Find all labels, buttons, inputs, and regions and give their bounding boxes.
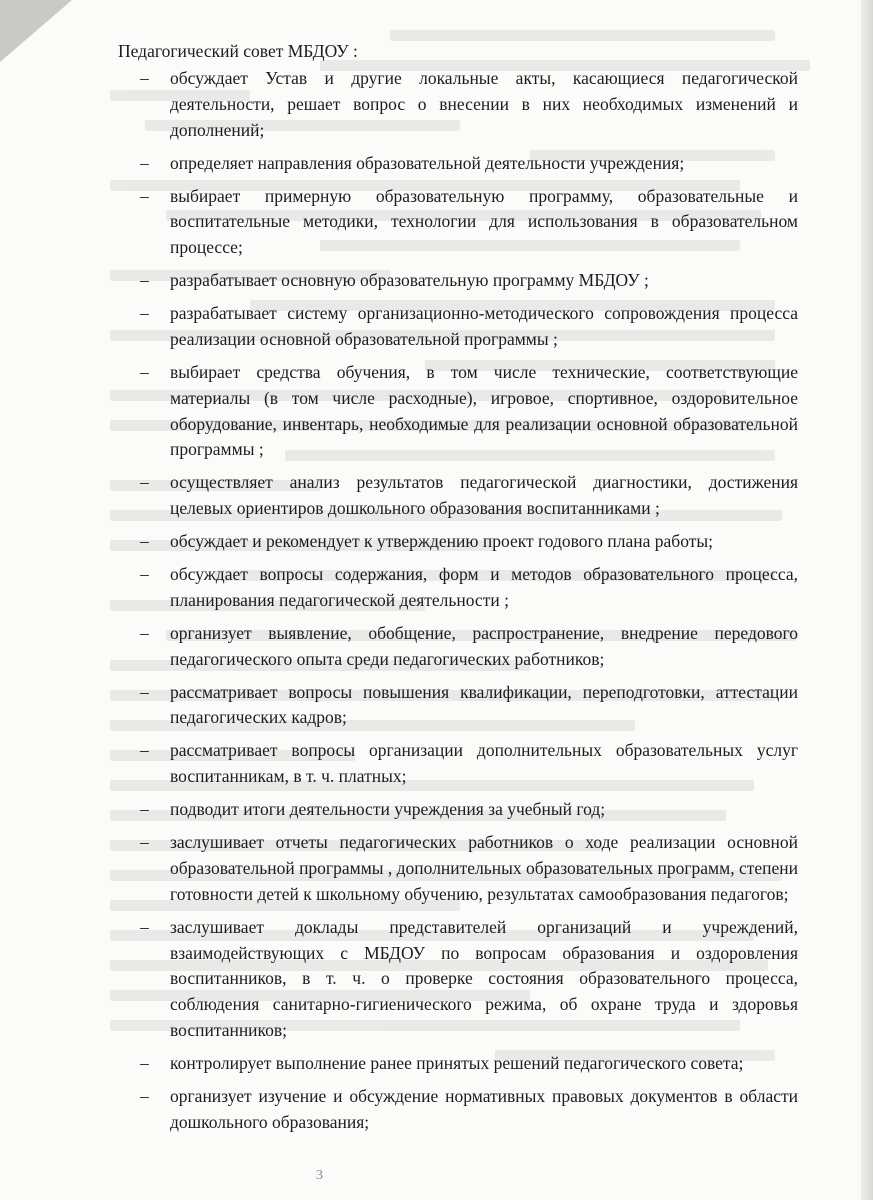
list-item xyxy=(118,66,798,143)
bullet-dash: – xyxy=(140,1052,149,1073)
bullet-dash: – xyxy=(140,916,149,937)
list-item xyxy=(118,621,798,673)
list-item xyxy=(118,360,798,463)
list-item-text: обсуждает Устав и другие локальные акты, касающиеся педагогической деятельности, решает вопрос о внесении в них необходимых изменений и дополнений; xyxy=(170,68,798,140)
bullet-dash: – xyxy=(140,152,149,173)
scan-edge xyxy=(861,0,873,1200)
page-number: 3 xyxy=(316,1168,323,1183)
responsibilities-list xyxy=(118,66,798,1143)
bullet-dash: – xyxy=(140,472,149,493)
bullet-dash: – xyxy=(140,832,149,853)
list-item xyxy=(118,562,798,614)
list-item xyxy=(118,797,798,823)
bullet-dash: – xyxy=(140,270,149,291)
list-item-text: осуществляет анализ результатов педагогической диагностики, достижения целевых ориентиров дошкольного образования воспитанниками ; xyxy=(170,472,798,519)
folded-corner xyxy=(0,0,72,62)
bullet-dash: – xyxy=(140,303,149,324)
section-heading: Педагогический совет МБДОУ : xyxy=(118,41,358,61)
list-item-text: рассматривает вопросы организации дополнительных образовательных услуг воспитанникам, в т. ч. платных; xyxy=(170,740,798,787)
list-item-text: заслушивает доклады представителей организаций и учреждений, взаимодействующих с МБДОУ по вопросам образования и оздоровления воспитанников, в т. ч. о проверке состояния образовательного процесса, соблюдения санитарно-гигиенического режима, об охране труда и здоровья воспитанников; xyxy=(170,916,798,1040)
list-item-text: подводит итоги деятельности учреждения за учебный год; xyxy=(170,799,606,820)
list-item-text: обсуждает и рекомендует к утверждению проект годового плана работы; xyxy=(170,531,713,552)
bullet-dash: – xyxy=(140,564,149,585)
bullet-dash: – xyxy=(140,361,149,382)
list-item xyxy=(118,680,798,732)
list-item xyxy=(118,151,798,177)
bullet-dash: – xyxy=(140,799,149,820)
list-item-text: обсуждает вопросы содержания, форм и методов образовательного процесса, планирования педагогической деятельности ; xyxy=(170,564,798,610)
list-item xyxy=(118,1051,798,1077)
list-item xyxy=(118,738,798,790)
list-item-text: выбирает средства обучения, в том числе технические, соответствующие материалы (в том числе расходные), игровое, спортивное, оздоровительное оборудование, инвентарь, необходимые для реализации основной образовательной программы ; xyxy=(170,361,798,460)
list-item xyxy=(118,470,798,522)
bullet-dash: – xyxy=(140,1085,149,1106)
list-item xyxy=(118,1084,798,1136)
list-item-text: организует изучение и обсуждение нормативных правовых документов в области дошкольного образования; xyxy=(170,1085,798,1132)
list-item xyxy=(118,830,798,907)
list-item-text: контролирует выполнение ранее принятых решений педагогического совета; xyxy=(170,1052,744,1073)
list-item-text: разрабатывает систему организационно-методического сопровождения процесса реализации основной образовательной программы ; xyxy=(170,303,798,349)
list-item xyxy=(118,529,798,555)
bullet-dash: – xyxy=(140,68,149,88)
list-item-text: организует выявление, обобщение, распространение, внедрение передового педагогического опыта среди педагогических работников; xyxy=(170,622,798,669)
list-item-text: выбирает примерную образовательную программу, образовательные и воспитательные методики, технологии для использования в образовательном процессе; xyxy=(170,185,798,258)
list-item-text: рассматривает вопросы повышения квалификации, переподготовки, аттестации педагогических кадров; xyxy=(170,681,798,728)
list-item-text: определяет направления образовательной деятельности учреждения; xyxy=(170,152,685,173)
list-item xyxy=(118,301,798,353)
list-item xyxy=(118,184,798,261)
bullet-dash: – xyxy=(140,740,149,761)
bullet-dash: – xyxy=(140,531,149,552)
list-item-text: разрабатывает основную образовательную программу МБДОУ ; xyxy=(170,270,649,291)
list-item xyxy=(118,915,798,1044)
list-item xyxy=(118,268,798,294)
bullet-dash: – xyxy=(140,622,149,643)
list-item-text: заслушивает отчеты педагогических работников о ходе реализации основной образовательной программы , дополнительных образовательных программ, степени готовности детей к школьному обучению, результатах самообразования педагогов; xyxy=(170,832,798,904)
bullet-dash: – xyxy=(140,681,149,702)
bullet-dash: – xyxy=(140,185,149,206)
